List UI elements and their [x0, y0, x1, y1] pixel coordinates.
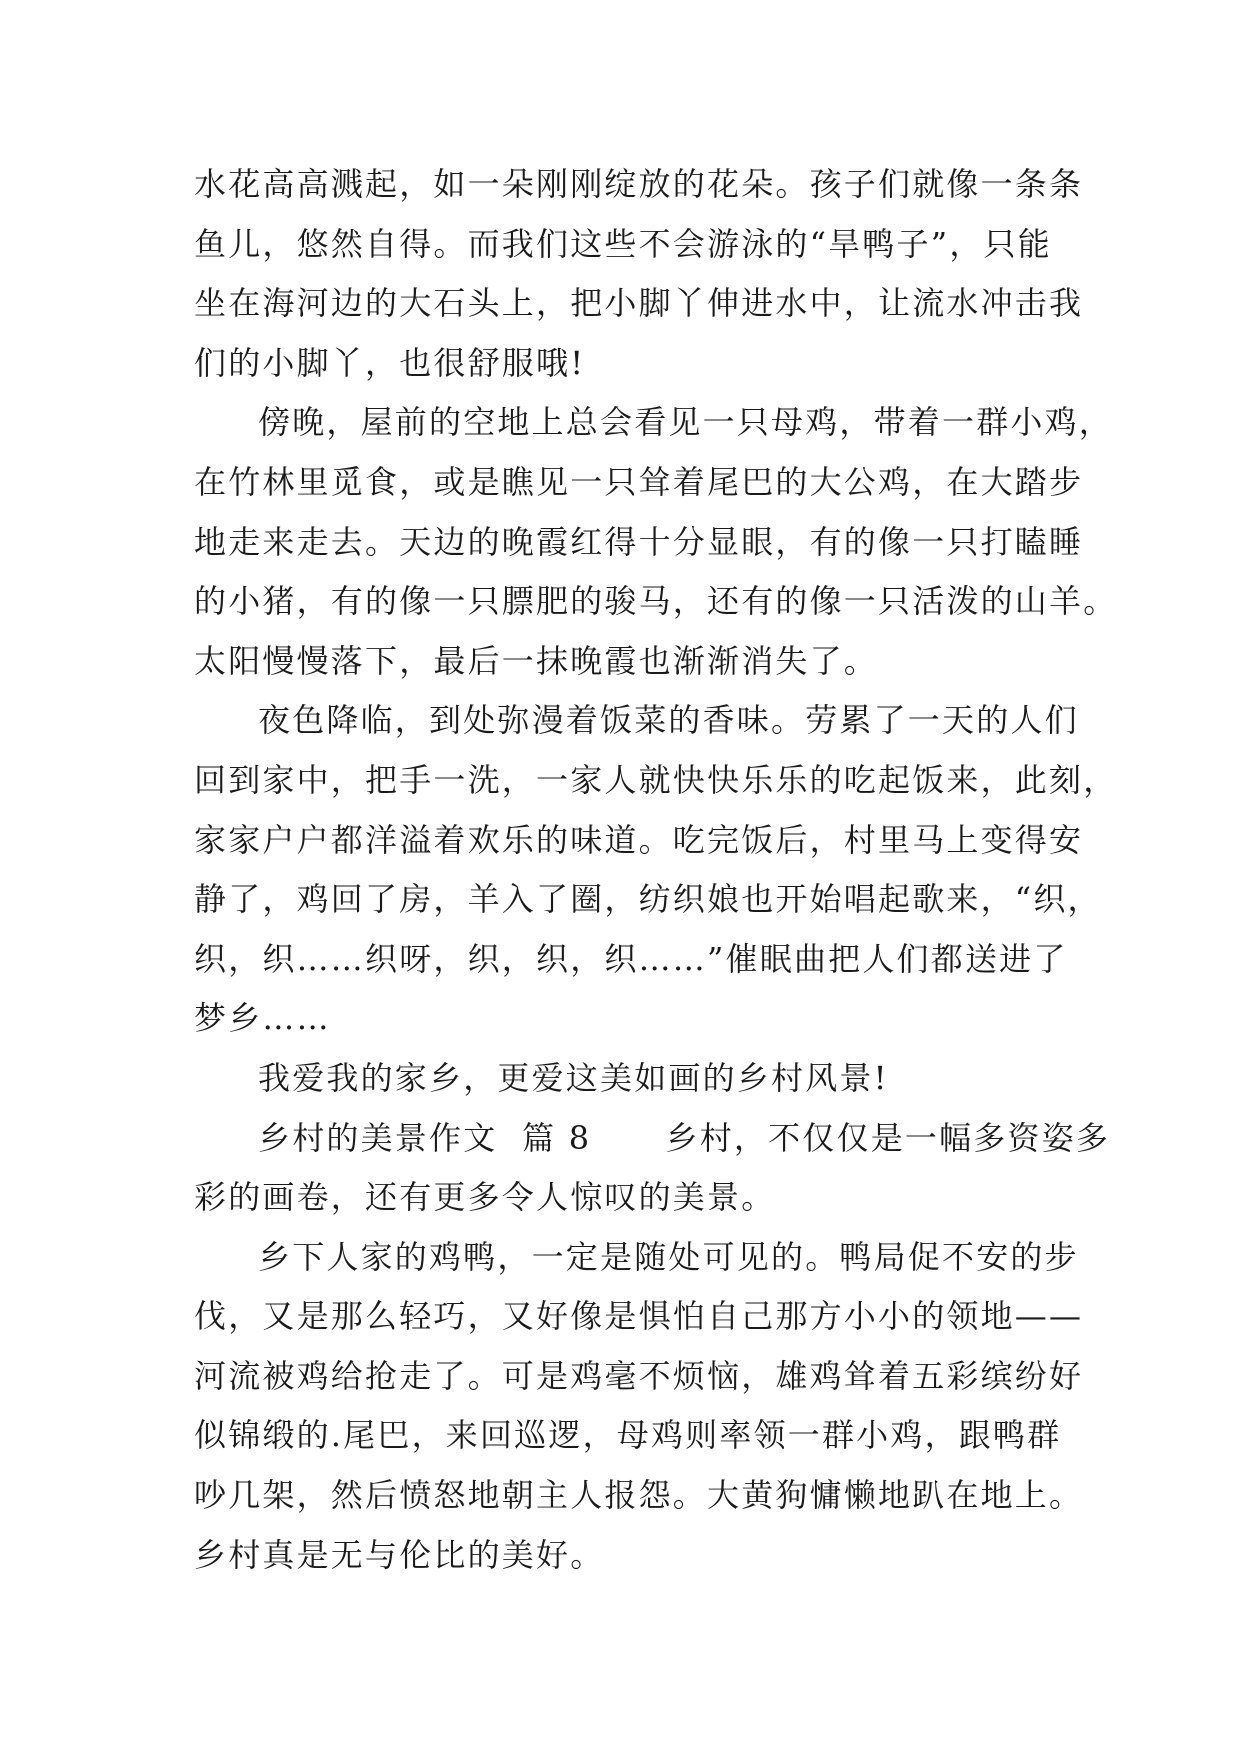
text-line-14: 织，织……织呀，织，织，织……”催眠曲把人们都送进了 [194, 939, 1068, 978]
text-line-24: 乡村真是无与伦比的美好。 [194, 1535, 605, 1574]
text-line-21: 河流被鸡给抢走了。可是鸡毫不烦恼，雄鸡耸着五彩缤纷好 [194, 1356, 1084, 1395]
text-line-5: 傍晚，屋前的空地上总会看见一只母鸡，带着一群小鸡， [258, 403, 1114, 442]
text-line-23: 吵几架，然后愤怒地朝主人报怨。大黄狗慵懒地趴在地上。 [194, 1476, 1084, 1515]
text-line-17: 乡村的美景作文 篇 8 乡村，不仅仅是一幅多资姿多 [258, 1118, 1111, 1157]
text-line-3: 坐在海河边的大石头上，把小脚丫伸进水中，让流水冲击我 [194, 284, 1084, 323]
text-line-4: 们的小脚丫，也很舒服哦! [194, 343, 586, 382]
text-line-10: 夜色降临，到处弥漫着饭菜的香味。劳累了一天的人们 [258, 701, 1079, 740]
text-line-1: 水花高高溅起，如一朵刚刚绽放的花朵。孩子们就像一条条 [194, 165, 1084, 203]
text-line-12: 家家户户都洋溢着欢乐的味道。吃完饭后，村里马上变得安 [194, 820, 1084, 859]
text-line-19: 乡下人家的鸡鸭，一定是随处可见的。鸭局促不安的步 [258, 1237, 1079, 1276]
text-line-8: 的小猪，有的像一只膘肥的骏马，还有的像一只活泼的山羊。 [194, 582, 1118, 621]
text-line-11: 回到家中，把手一洗，一家人就快快乐乐的吃起饭来，此刻， [194, 760, 1118, 799]
text-line-15: 梦乡…… [194, 999, 331, 1038]
text-line-20: 伐，又是那么轻巧，又好像是惧怕自己那方小小的领地—— [194, 1297, 1084, 1336]
text-line-13: 静了，鸡回了房，羊入了圈，纺织娘也开始唱起歌来，“织， [194, 880, 1102, 919]
text-line-6: 在竹林里觅食，或是瞧见一只耸着尾巴的大公鸡，在大踏步 [194, 462, 1084, 501]
text-line-7: 地走来走去。天边的晚霞红得十分显眼，有的像一只打瞌睡 [194, 522, 1084, 561]
text-line-22: 似锦缎的.尾巴，来回巡逻，母鸡则率领一群小鸡，跟鸭群 [194, 1416, 1062, 1455]
text-line-9: 太阳慢慢落下，最后一抹晚霞也渐渐消失了。 [194, 641, 879, 680]
text-line-16: 我爱我的家乡，更爱这美如画的乡村风景! [258, 1058, 889, 1097]
document-body [194, 155, 1118, 1585]
text-line-2: 鱼儿，悠然自得。而我们这些不会游泳的“旱鸭子”，只能 [194, 224, 1052, 263]
text-line-18: 彩的画卷，还有更多令人惊叹的美景。 [194, 1178, 776, 1217]
